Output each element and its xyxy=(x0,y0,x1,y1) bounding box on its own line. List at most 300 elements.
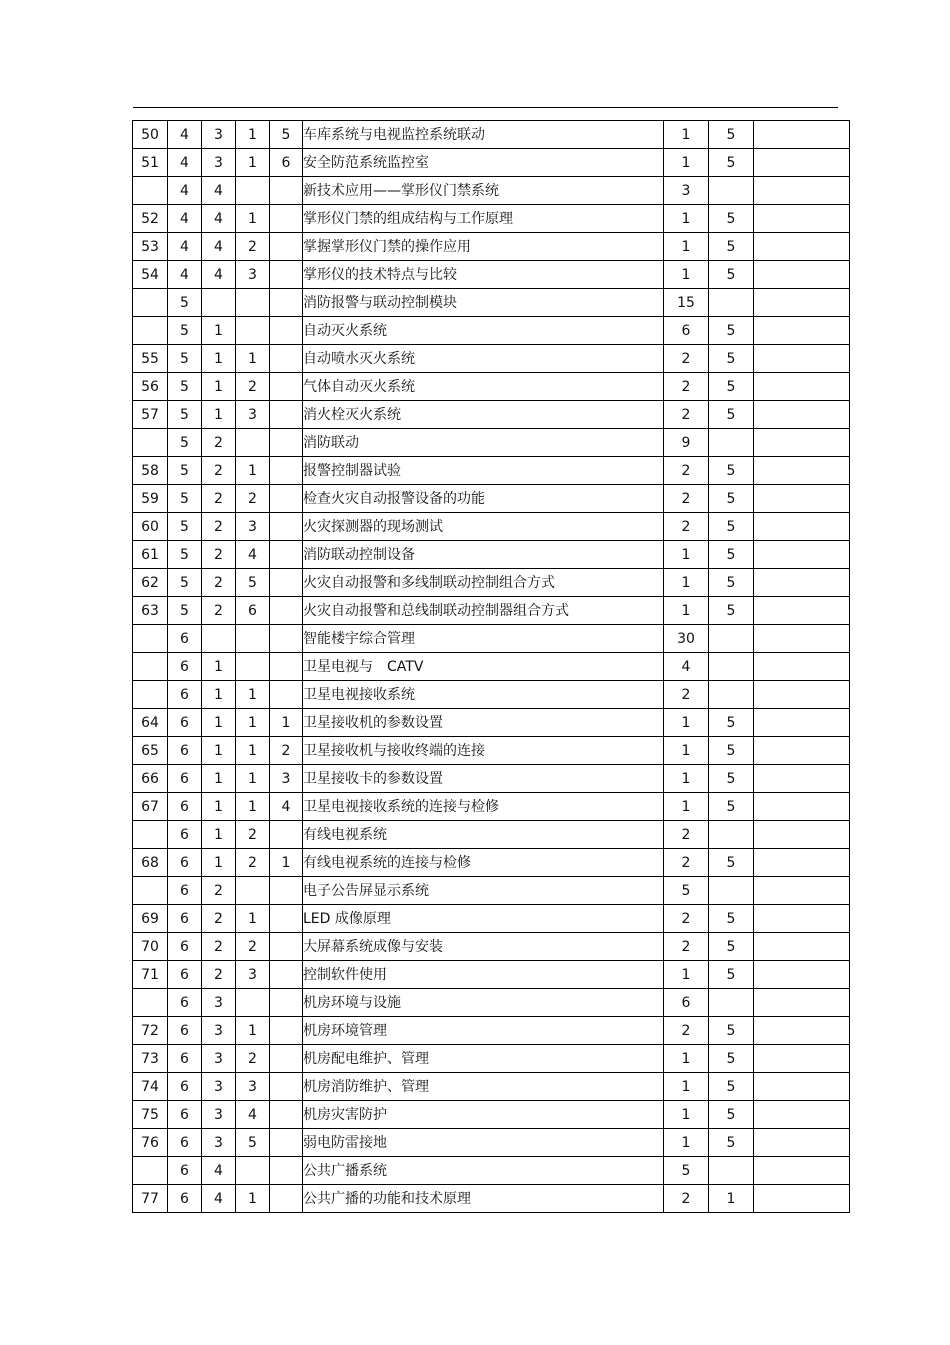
level-cell: 5 xyxy=(709,149,754,177)
table-row xyxy=(133,1129,850,1157)
level-3-code-cell xyxy=(236,289,270,317)
table-row xyxy=(133,513,850,541)
level-4-code-cell xyxy=(270,233,303,261)
note-cell xyxy=(754,877,850,905)
level-3-code-cell: 2 xyxy=(236,821,270,849)
hours-cell: 1 xyxy=(664,1129,709,1157)
row-number-cell xyxy=(133,821,168,849)
hours-cell: 2 xyxy=(664,373,709,401)
level-1-code-cell: 5 xyxy=(168,597,202,625)
note-cell xyxy=(754,485,850,513)
level-1-code-cell: 6 xyxy=(168,1045,202,1073)
level-2-code-cell: 2 xyxy=(202,485,236,513)
table-row xyxy=(133,877,850,905)
level-4-code-cell: 3 xyxy=(270,765,303,793)
item-title-cell: 报警控制器试验 xyxy=(303,457,664,485)
level-4-code-cell xyxy=(270,625,303,653)
syllabus-table xyxy=(132,120,850,1213)
level-3-code-cell: 1 xyxy=(236,905,270,933)
hours-cell: 1 xyxy=(664,121,709,149)
note-cell xyxy=(754,121,850,149)
note-cell xyxy=(754,429,850,457)
item-title-cell: 火灾自动报警和总线制联动控制器组合方式 xyxy=(303,597,664,625)
level-1-code-cell: 6 xyxy=(168,793,202,821)
level-4-code-cell: 1 xyxy=(270,709,303,737)
hours-cell: 2 xyxy=(664,401,709,429)
level-2-code-cell: 4 xyxy=(202,233,236,261)
note-cell xyxy=(754,961,850,989)
level-2-code-cell: 4 xyxy=(202,1157,236,1185)
row-number-cell: 60 xyxy=(133,513,168,541)
item-title-cell: 消防联动控制设备 xyxy=(303,541,664,569)
level-cell: 5 xyxy=(709,1045,754,1073)
level-cell xyxy=(709,821,754,849)
table-row xyxy=(133,317,850,345)
level-4-code-cell xyxy=(270,541,303,569)
level-2-code-cell: 1 xyxy=(202,765,236,793)
level-3-code-cell: 3 xyxy=(236,261,270,289)
hours-cell: 1 xyxy=(664,149,709,177)
item-title-cell: 掌形仪的技术特点与比较 xyxy=(303,261,664,289)
table-row xyxy=(133,1157,850,1185)
level-cell: 5 xyxy=(709,1073,754,1101)
item-title-cell: 机房配电维护、管理 xyxy=(303,1045,664,1073)
level-3-code-cell: 2 xyxy=(236,373,270,401)
level-cell: 5 xyxy=(709,933,754,961)
table-row xyxy=(133,709,850,737)
level-3-code-cell: 1 xyxy=(236,121,270,149)
level-3-code-cell: 3 xyxy=(236,961,270,989)
level-3-code-cell: 1 xyxy=(236,1017,270,1045)
row-number-cell xyxy=(133,625,168,653)
note-cell xyxy=(754,625,850,653)
level-3-code-cell: 5 xyxy=(236,569,270,597)
note-cell xyxy=(754,149,850,177)
item-title-cell: 控制软件使用 xyxy=(303,961,664,989)
hours-cell: 1 xyxy=(664,233,709,261)
item-title-cell: 掌形仪门禁的组成结构与工作原理 xyxy=(303,205,664,233)
row-number-cell: 71 xyxy=(133,961,168,989)
row-number-cell: 50 xyxy=(133,121,168,149)
row-number-cell xyxy=(133,989,168,1017)
level-2-code-cell: 1 xyxy=(202,737,236,765)
note-cell xyxy=(754,1101,850,1129)
table-row xyxy=(133,149,850,177)
level-3-code-cell xyxy=(236,317,270,345)
level-4-code-cell xyxy=(270,1129,303,1157)
level-cell: 5 xyxy=(709,849,754,877)
note-cell xyxy=(754,401,850,429)
item-title-cell: 公共广播的功能和技术原理 xyxy=(303,1185,664,1213)
level-4-code-cell xyxy=(270,1101,303,1129)
level-1-code-cell: 5 xyxy=(168,457,202,485)
table-row xyxy=(133,1045,850,1073)
level-2-code-cell: 4 xyxy=(202,1185,236,1213)
note-cell xyxy=(754,233,850,261)
note-cell xyxy=(754,933,850,961)
level-cell xyxy=(709,1157,754,1185)
level-2-code-cell: 2 xyxy=(202,513,236,541)
table-row xyxy=(133,289,850,317)
item-title-cell: 车库系统与电视监控系统联动 xyxy=(303,121,664,149)
level-2-code-cell: 1 xyxy=(202,401,236,429)
level-cell: 1 xyxy=(709,1185,754,1213)
level-4-code-cell xyxy=(270,1045,303,1073)
level-2-code-cell: 1 xyxy=(202,821,236,849)
level-cell: 5 xyxy=(709,513,754,541)
level-3-code-cell: 2 xyxy=(236,485,270,513)
row-number-cell xyxy=(133,177,168,205)
hours-cell: 1 xyxy=(664,597,709,625)
level-cell: 5 xyxy=(709,261,754,289)
table-row xyxy=(133,1185,850,1213)
level-4-code-cell: 5 xyxy=(270,121,303,149)
hours-cell: 1 xyxy=(664,541,709,569)
row-number-cell: 66 xyxy=(133,765,168,793)
level-3-code-cell: 1 xyxy=(236,737,270,765)
level-3-code-cell xyxy=(236,653,270,681)
level-2-code-cell: 1 xyxy=(202,345,236,373)
hours-cell: 1 xyxy=(664,793,709,821)
level-cell: 5 xyxy=(709,485,754,513)
table-row xyxy=(133,933,850,961)
level-cell xyxy=(709,877,754,905)
level-3-code-cell: 1 xyxy=(236,345,270,373)
level-cell: 5 xyxy=(709,373,754,401)
item-title-cell: 自动灭火系统 xyxy=(303,317,664,345)
item-title-cell: 新技术应用——掌形仪门禁系统 xyxy=(303,177,664,205)
note-cell xyxy=(754,289,850,317)
level-2-code-cell: 1 xyxy=(202,317,236,345)
level-cell: 5 xyxy=(709,597,754,625)
level-1-code-cell: 6 xyxy=(168,961,202,989)
level-3-code-cell: 1 xyxy=(236,457,270,485)
level-cell: 5 xyxy=(709,905,754,933)
note-cell xyxy=(754,177,850,205)
table-row xyxy=(133,401,850,429)
table-row xyxy=(133,681,850,709)
level-4-code-cell xyxy=(270,681,303,709)
table-row xyxy=(133,121,850,149)
level-2-code-cell: 2 xyxy=(202,541,236,569)
table-row xyxy=(133,821,850,849)
level-3-code-cell xyxy=(236,877,270,905)
level-4-code-cell: 6 xyxy=(270,149,303,177)
row-number-cell xyxy=(133,289,168,317)
level-cell xyxy=(709,429,754,457)
row-number-cell: 58 xyxy=(133,457,168,485)
level-1-code-cell: 4 xyxy=(168,177,202,205)
level-3-code-cell: 1 xyxy=(236,1185,270,1213)
level-1-code-cell: 5 xyxy=(168,345,202,373)
row-number-cell: 51 xyxy=(133,149,168,177)
hours-cell: 1 xyxy=(664,569,709,597)
level-4-code-cell xyxy=(270,569,303,597)
level-4-code-cell xyxy=(270,513,303,541)
hours-cell: 1 xyxy=(664,737,709,765)
level-3-code-cell: 2 xyxy=(236,1045,270,1073)
row-number-cell xyxy=(133,1157,168,1185)
note-cell xyxy=(754,457,850,485)
table-row xyxy=(133,1017,850,1045)
item-title-cell: 火灾自动报警和多线制联动控制组合方式 xyxy=(303,569,664,597)
hours-cell: 1 xyxy=(664,1101,709,1129)
note-cell xyxy=(754,653,850,681)
item-title-cell: 卫星接收卡的参数设置 xyxy=(303,765,664,793)
table-body xyxy=(133,121,850,1213)
table-row xyxy=(133,1073,850,1101)
hours-cell: 1 xyxy=(664,1045,709,1073)
level-cell: 5 xyxy=(709,961,754,989)
hours-cell: 2 xyxy=(664,1017,709,1045)
level-4-code-cell xyxy=(270,289,303,317)
note-cell xyxy=(754,1185,850,1213)
note-cell xyxy=(754,681,850,709)
hours-cell: 2 xyxy=(664,457,709,485)
level-cell: 5 xyxy=(709,457,754,485)
level-1-code-cell: 5 xyxy=(168,541,202,569)
note-cell xyxy=(754,1045,850,1073)
level-2-code-cell: 1 xyxy=(202,653,236,681)
level-2-code-cell: 2 xyxy=(202,905,236,933)
table-row xyxy=(133,261,850,289)
note-cell xyxy=(754,1129,850,1157)
level-4-code-cell xyxy=(270,429,303,457)
row-number-cell: 53 xyxy=(133,233,168,261)
level-1-code-cell: 5 xyxy=(168,429,202,457)
level-1-code-cell: 6 xyxy=(168,625,202,653)
item-title-cell: 卫星接收机与接收终端的连接 xyxy=(303,737,664,765)
level-1-code-cell: 6 xyxy=(168,1157,202,1185)
level-1-code-cell: 5 xyxy=(168,513,202,541)
row-number-cell: 57 xyxy=(133,401,168,429)
table-row xyxy=(133,905,850,933)
table-row xyxy=(133,457,850,485)
note-cell xyxy=(754,597,850,625)
note-cell xyxy=(754,737,850,765)
hours-cell: 4 xyxy=(664,653,709,681)
note-cell xyxy=(754,821,850,849)
level-4-code-cell xyxy=(270,877,303,905)
table-row xyxy=(133,177,850,205)
row-number-cell: 55 xyxy=(133,345,168,373)
level-2-code-cell: 2 xyxy=(202,961,236,989)
level-4-code-cell xyxy=(270,1157,303,1185)
level-3-code-cell: 1 xyxy=(236,205,270,233)
level-2-code-cell: 1 xyxy=(202,373,236,401)
table-row xyxy=(133,597,850,625)
table-row xyxy=(133,429,850,457)
level-2-code-cell: 2 xyxy=(202,933,236,961)
item-title-cell: 掌握掌形仪门禁的操作应用 xyxy=(303,233,664,261)
item-title-cell: 消防报警与联动控制模块 xyxy=(303,289,664,317)
level-4-code-cell xyxy=(270,205,303,233)
level-cell: 5 xyxy=(709,737,754,765)
hours-cell: 30 xyxy=(664,625,709,653)
level-1-code-cell: 4 xyxy=(168,233,202,261)
level-4-code-cell xyxy=(270,961,303,989)
level-cell: 5 xyxy=(709,1129,754,1157)
level-4-code-cell xyxy=(270,905,303,933)
level-1-code-cell: 5 xyxy=(168,317,202,345)
hours-cell: 3 xyxy=(664,177,709,205)
level-1-code-cell: 6 xyxy=(168,1185,202,1213)
level-3-code-cell: 3 xyxy=(236,1073,270,1101)
level-2-code-cell: 1 xyxy=(202,681,236,709)
table-row xyxy=(133,765,850,793)
level-1-code-cell: 6 xyxy=(168,1017,202,1045)
note-cell xyxy=(754,513,850,541)
level-3-code-cell: 4 xyxy=(236,541,270,569)
level-cell: 5 xyxy=(709,569,754,597)
level-cell: 5 xyxy=(709,793,754,821)
level-cell: 5 xyxy=(709,541,754,569)
table-row xyxy=(133,569,850,597)
level-cell: 5 xyxy=(709,233,754,261)
level-2-code-cell: 1 xyxy=(202,793,236,821)
level-1-code-cell: 6 xyxy=(168,1129,202,1157)
level-3-code-cell: 1 xyxy=(236,793,270,821)
table-row xyxy=(133,737,850,765)
row-number-cell: 63 xyxy=(133,597,168,625)
level-4-code-cell xyxy=(270,317,303,345)
level-1-code-cell: 6 xyxy=(168,877,202,905)
hours-cell: 1 xyxy=(664,261,709,289)
level-4-code-cell xyxy=(270,1073,303,1101)
row-number-cell xyxy=(133,877,168,905)
table-row xyxy=(133,653,850,681)
table-row xyxy=(133,541,850,569)
hours-cell: 1 xyxy=(664,205,709,233)
note-cell xyxy=(754,989,850,1017)
level-2-code-cell xyxy=(202,289,236,317)
level-1-code-cell: 4 xyxy=(168,149,202,177)
item-title-cell: 有线电视系统 xyxy=(303,821,664,849)
row-number-cell: 52 xyxy=(133,205,168,233)
note-cell xyxy=(754,569,850,597)
level-3-code-cell xyxy=(236,1157,270,1185)
table-row xyxy=(133,205,850,233)
level-2-code-cell: 2 xyxy=(202,569,236,597)
note-cell xyxy=(754,1073,850,1101)
level-4-code-cell xyxy=(270,1017,303,1045)
hours-cell: 2 xyxy=(664,821,709,849)
level-cell xyxy=(709,625,754,653)
level-2-code-cell: 2 xyxy=(202,429,236,457)
hours-cell: 2 xyxy=(664,905,709,933)
level-4-code-cell xyxy=(270,597,303,625)
item-title-cell: 机房环境与设施 xyxy=(303,989,664,1017)
level-3-code-cell xyxy=(236,625,270,653)
level-cell: 5 xyxy=(709,1017,754,1045)
level-2-code-cell: 3 xyxy=(202,121,236,149)
level-cell: 5 xyxy=(709,345,754,373)
row-number-cell: 75 xyxy=(133,1101,168,1129)
note-cell xyxy=(754,765,850,793)
row-number-cell: 73 xyxy=(133,1045,168,1073)
level-cell xyxy=(709,681,754,709)
header-rule xyxy=(133,107,838,108)
hours-cell: 9 xyxy=(664,429,709,457)
item-title-cell: 弱电防雷接地 xyxy=(303,1129,664,1157)
level-cell: 5 xyxy=(709,709,754,737)
note-cell xyxy=(754,905,850,933)
level-4-code-cell: 4 xyxy=(270,793,303,821)
row-number-cell: 74 xyxy=(133,1073,168,1101)
level-2-code-cell: 1 xyxy=(202,849,236,877)
level-3-code-cell: 6 xyxy=(236,597,270,625)
level-3-code-cell: 1 xyxy=(236,765,270,793)
level-cell xyxy=(709,653,754,681)
level-1-code-cell: 5 xyxy=(168,569,202,597)
row-number-cell: 61 xyxy=(133,541,168,569)
level-3-code-cell: 2 xyxy=(236,933,270,961)
item-title-cell: 自动喷水灭火系统 xyxy=(303,345,664,373)
item-title-cell: 有线电视系统的连接与检修 xyxy=(303,849,664,877)
row-number-cell: 67 xyxy=(133,793,168,821)
note-cell xyxy=(754,709,850,737)
level-2-code-cell: 3 xyxy=(202,149,236,177)
table-row xyxy=(133,345,850,373)
level-1-code-cell: 6 xyxy=(168,1101,202,1129)
level-4-code-cell xyxy=(270,401,303,429)
level-cell xyxy=(709,289,754,317)
row-number-cell: 59 xyxy=(133,485,168,513)
table-row xyxy=(133,485,850,513)
note-cell xyxy=(754,1157,850,1185)
level-4-code-cell xyxy=(270,457,303,485)
level-4-code-cell xyxy=(270,373,303,401)
table-row xyxy=(133,793,850,821)
level-3-code-cell: 3 xyxy=(236,401,270,429)
level-2-code-cell: 3 xyxy=(202,989,236,1017)
level-2-code-cell xyxy=(202,625,236,653)
level-1-code-cell: 5 xyxy=(168,373,202,401)
hours-cell: 15 xyxy=(664,289,709,317)
level-3-code-cell xyxy=(236,989,270,1017)
level-1-code-cell: 6 xyxy=(168,989,202,1017)
hours-cell: 6 xyxy=(664,989,709,1017)
row-number-cell: 69 xyxy=(133,905,168,933)
level-2-code-cell: 3 xyxy=(202,1045,236,1073)
item-title-cell: 机房灾害防护 xyxy=(303,1101,664,1129)
level-2-code-cell: 1 xyxy=(202,709,236,737)
level-1-code-cell: 4 xyxy=(168,261,202,289)
level-3-code-cell: 5 xyxy=(236,1129,270,1157)
level-3-code-cell xyxy=(236,429,270,457)
item-title-cell: 电子公告屏显示系统 xyxy=(303,877,664,905)
row-number-cell: 64 xyxy=(133,709,168,737)
note-cell xyxy=(754,205,850,233)
hours-cell: 6 xyxy=(664,317,709,345)
item-title-cell: 安全防范系统监控室 xyxy=(303,149,664,177)
level-3-code-cell: 2 xyxy=(236,233,270,261)
level-1-code-cell: 6 xyxy=(168,1073,202,1101)
level-1-code-cell: 5 xyxy=(168,289,202,317)
level-cell: 5 xyxy=(709,121,754,149)
level-2-code-cell: 3 xyxy=(202,1073,236,1101)
note-cell xyxy=(754,1017,850,1045)
item-title-cell: 机房环境管理 xyxy=(303,1017,664,1045)
table-row xyxy=(133,373,850,401)
item-title-cell: 大屏幕系统成像与安装 xyxy=(303,933,664,961)
hours-cell: 2 xyxy=(664,933,709,961)
level-1-code-cell: 5 xyxy=(168,485,202,513)
hours-cell: 2 xyxy=(664,485,709,513)
note-cell xyxy=(754,261,850,289)
hours-cell: 1 xyxy=(664,709,709,737)
level-1-code-cell: 6 xyxy=(168,933,202,961)
